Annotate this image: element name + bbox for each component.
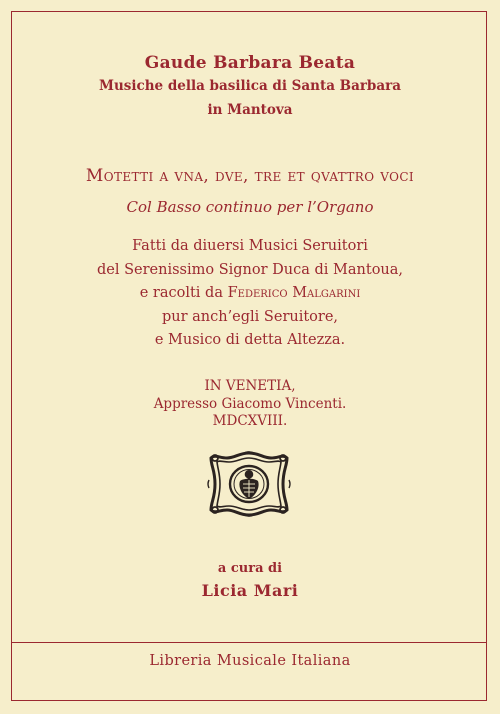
footer-divider — [11, 642, 487, 643]
description-line-5: e Musico di detta Altezza. — [154, 332, 346, 348]
publisher-name: Libreria Musicale Italiana — [149, 653, 351, 669]
description-line-3-prefix: e racolti da — [139, 285, 228, 301]
work-description — [0, 235, 500, 353]
imprint-year: MDCXVIII. — [212, 413, 288, 429]
imprint — [0, 378, 500, 431]
series-subtitle-line1: Musiche della basilica di Santa Barbara — [99, 78, 401, 94]
imprint-printer: Appresso Giacomo Vincenti. — [153, 395, 347, 412]
description-line-2: del Serenissimo Signor Duca di Mantoua, — [96, 261, 404, 278]
series-subtitle-line2: in Mantova — [207, 102, 293, 118]
description-line-1: Fatti da diuersi Musici Seruitori — [132, 238, 368, 254]
printer-seal-icon — [207, 450, 291, 518]
work-title: Motetti a vna, dve, tre et qvattro voci — [85, 166, 415, 186]
imprint-city: IN VENETIA, — [204, 378, 296, 394]
work-subtitle: Col Basso continuo per l’Organo — [126, 198, 374, 216]
compiler-name: Federico Malgarini — [227, 285, 361, 301]
curator-name: Licia Mari — [201, 581, 299, 600]
description-line-4: pur anch’egli Seruitore, — [161, 308, 339, 325]
series-title: Gaude Barbara Beata — [144, 53, 356, 73]
description-line-3 — [0, 282, 500, 306]
curator-label: a cura di — [217, 561, 283, 576]
